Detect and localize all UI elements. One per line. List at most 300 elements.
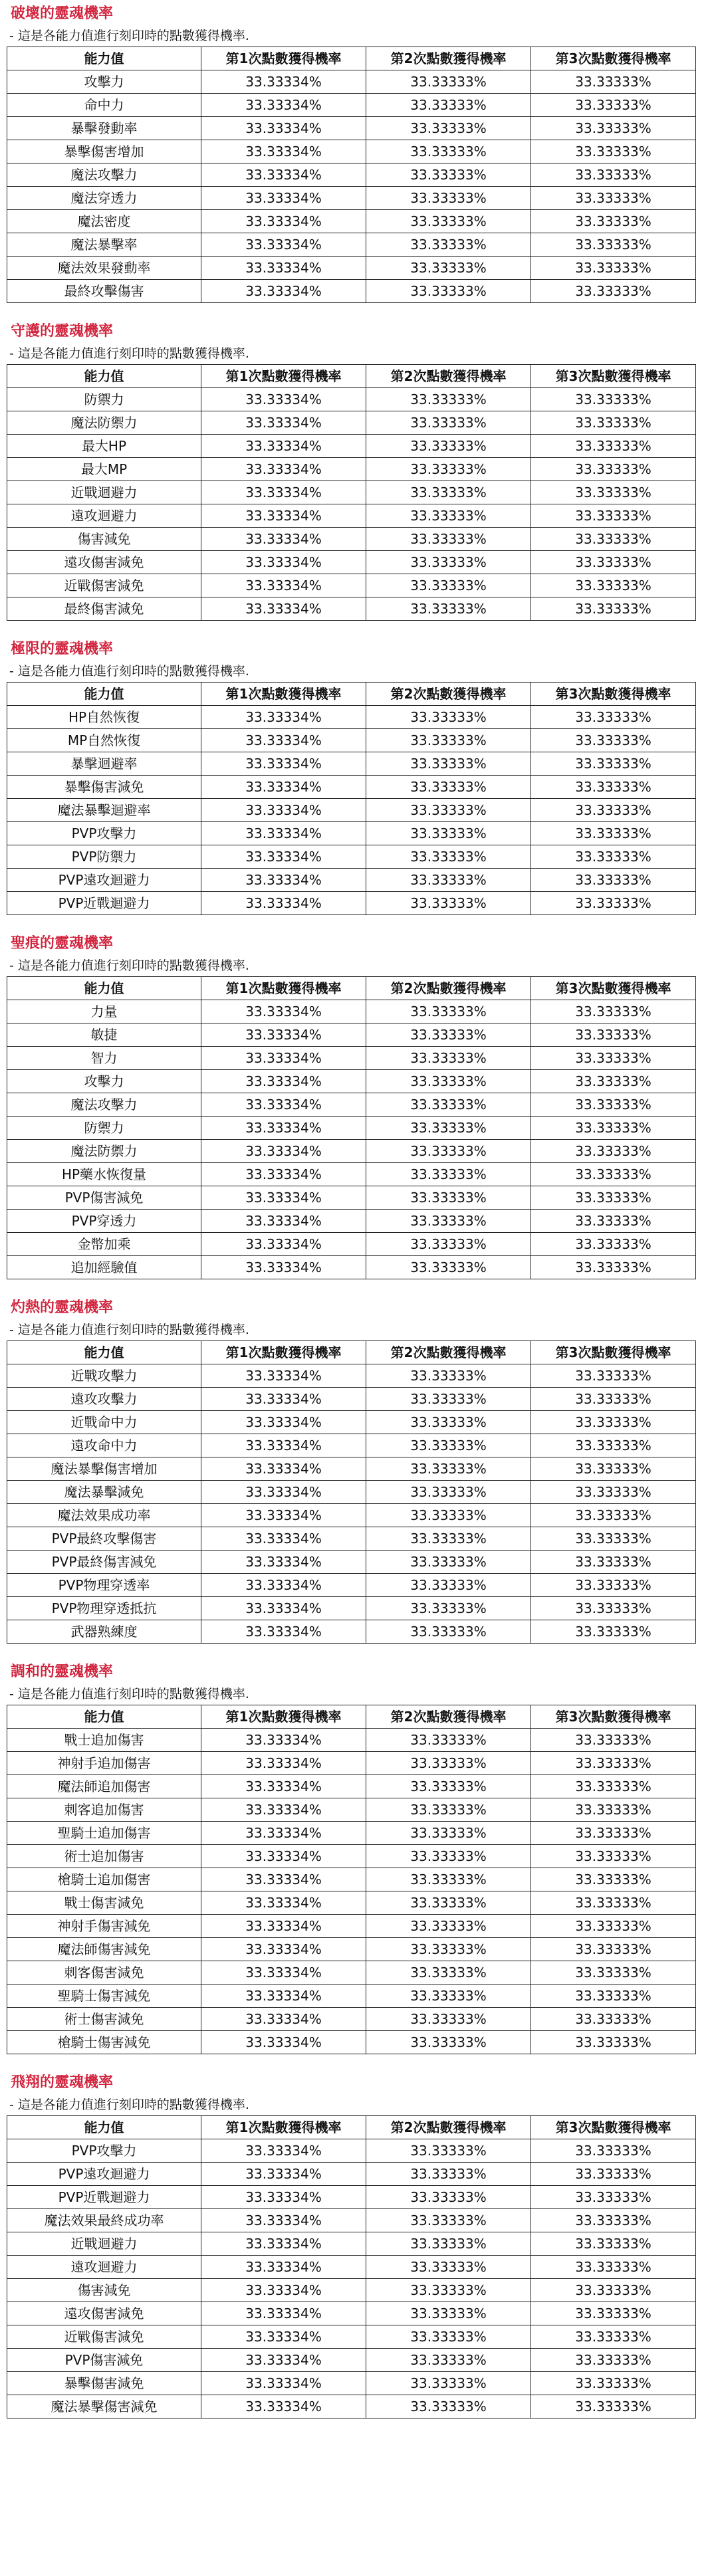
column-header-chance-3: 第3次點數獲得機率 [531,1705,696,1729]
chance-cell-1: 33.33334% [201,1527,366,1551]
chance-cell-1: 33.33334% [201,1140,366,1163]
chance-cell-2: 33.33333% [366,551,531,574]
chance-cell-2: 33.33333% [366,1117,531,1140]
table-row [7,163,696,187]
chance-cell-1: 33.33334% [201,1752,366,1775]
table-row [7,2232,696,2256]
chance-cell-1: 33.33334% [201,1845,366,1868]
table-row [7,187,696,210]
rate-section [7,2073,703,2418]
stat-name-cell: 聖騎士追加傷害 [7,1822,201,1845]
chance-cell-3: 33.33333% [531,1047,696,1070]
table-row [7,822,696,845]
table-row [7,729,696,752]
chance-cell-2: 33.33333% [366,140,531,163]
table-row [7,869,696,892]
table-row [7,1047,696,1070]
chance-cell-2: 33.33333% [366,1070,531,1093]
probability-table [7,1705,696,2054]
chance-cell-2: 33.33333% [366,869,531,892]
chance-cell-1: 33.33334% [201,504,366,528]
chance-cell-2: 33.33333% [366,892,531,915]
chance-cell-2: 33.33333% [366,1620,531,1644]
table-row [7,117,696,140]
chance-cell-3: 33.33333% [531,257,696,280]
stat-name-cell: 暴擊發動率 [7,117,201,140]
stat-name-cell: PVP遠攻迴避力 [7,2163,201,2186]
stat-name-cell: 術士追加傷害 [7,1845,201,1868]
chance-cell-2: 33.33333% [366,1481,531,1504]
chance-cell-2: 33.33333% [366,411,531,435]
stat-name-cell: 魔法暴擊減免 [7,1481,201,1504]
chance-cell-3: 33.33333% [531,1597,696,1620]
stat-name-cell: 術士傷害減免 [7,2008,201,2031]
stat-name-cell: 遠攻傷害減免 [7,2302,201,2325]
table-row [7,1938,696,1961]
chance-cell-3: 33.33333% [531,70,696,94]
chance-cell-1: 33.33334% [201,2031,366,2054]
chance-cell-1: 33.33334% [201,1023,366,1047]
table-row [7,597,696,621]
column-header-chance-1: 第1次點數獲得機率 [201,365,366,388]
chance-cell-2: 33.33333% [366,2008,531,2031]
section-title: 灼熱的靈魂機率 [11,1299,114,1316]
table-row [7,481,696,504]
chance-cell-3: 33.33333% [531,1822,696,1845]
chance-cell-2: 33.33333% [366,1210,531,1233]
chance-cell-3: 33.33333% [531,1729,696,1752]
chance-cell-1: 33.33334% [201,1868,366,1891]
chance-cell-1: 33.33334% [201,1093,366,1117]
chance-cell-1: 33.33334% [201,2302,366,2325]
chance-cell-3: 33.33333% [531,574,696,597]
chance-cell-2: 33.33333% [366,481,531,504]
section-title: 極限的靈魂機率 [11,641,114,657]
chance-cell-3: 33.33333% [531,822,696,845]
column-header-stat: 能力值 [7,47,201,70]
chance-cell-2: 33.33333% [366,1504,531,1527]
table-row [7,1961,696,1985]
table-row [7,435,696,458]
chance-cell-3: 33.33333% [531,869,696,892]
chance-cell-2: 33.33333% [366,776,531,799]
chance-cell-3: 33.33333% [531,1434,696,1457]
chance-cell-3: 33.33333% [531,1457,696,1481]
table-row [7,2325,696,2349]
chance-cell-1: 33.33334% [201,1961,366,1985]
chance-cell-3: 33.33333% [531,2209,696,2232]
chance-cell-1: 33.33334% [201,117,366,140]
table-row [7,1891,696,1915]
table-row [7,1411,696,1434]
stat-name-cell: 戰士追加傷害 [7,1729,201,1752]
chance-cell-2: 33.33333% [366,163,531,187]
chance-cell-3: 33.33333% [531,2279,696,2302]
chance-cell-1: 33.33334% [201,70,366,94]
stat-name-cell: 遠攻攻擊力 [7,1388,201,1411]
stat-name-cell: MP自然恢復 [7,729,201,752]
rate-section [7,4,703,303]
table-row [7,776,696,799]
chance-cell-2: 33.33333% [366,1047,531,1070]
table-row [7,458,696,481]
table-row [7,1574,696,1597]
chance-cell-1: 33.33334% [201,597,366,621]
table-row [7,706,696,729]
table-row [7,94,696,117]
table-row [7,210,696,233]
chance-cell-1: 33.33334% [201,2372,366,2395]
chance-cell-2: 33.33333% [366,458,531,481]
chance-cell-3: 33.33333% [531,1000,696,1023]
table-row [7,1915,696,1938]
chance-cell-1: 33.33334% [201,1163,366,1186]
column-header-chance-2: 第2次點數獲得機率 [366,47,531,70]
table-row [7,1093,696,1117]
probability-table [7,47,696,303]
chance-cell-3: 33.33333% [531,597,696,621]
chance-cell-3: 33.33333% [531,1023,696,1047]
chance-cell-2: 33.33333% [366,504,531,528]
table-header-row [7,683,696,706]
column-header-chance-1: 第1次點數獲得機率 [201,683,366,706]
table-row [7,752,696,776]
table-row [7,257,696,280]
table-row [7,1504,696,1527]
stat-name-cell: 魔法暴擊率 [7,233,201,257]
chance-cell-1: 33.33334% [201,1457,366,1481]
chance-cell-3: 33.33333% [531,1070,696,1093]
table-row [7,2031,696,2054]
chance-cell-3: 33.33333% [531,1961,696,1985]
chance-cell-1: 33.33334% [201,2349,366,2372]
section-description: - 這是各能力值進行刻印時的點數獲得機率. [9,346,249,361]
stat-name-cell: 暴擊傷害減免 [7,2372,201,2395]
chance-cell-2: 33.33333% [366,1938,531,1961]
chance-cell-3: 33.33333% [531,1481,696,1504]
stat-name-cell: 近戰迴避力 [7,2232,201,2256]
section-title: 聖痕的靈魂機率 [11,935,114,952]
table-row [7,1163,696,1186]
rate-section [7,639,703,915]
table-row [7,1985,696,2008]
stat-name-cell: PVP攻擊力 [7,822,201,845]
chance-cell-1: 33.33334% [201,1388,366,1411]
table-row [7,2372,696,2395]
chance-cell-3: 33.33333% [531,729,696,752]
chance-cell-2: 33.33333% [366,1775,531,1798]
chance-cell-1: 33.33334% [201,2209,366,2232]
chance-cell-1: 33.33334% [201,481,366,504]
chance-cell-1: 33.33334% [201,1000,366,1023]
column-header-chance-2: 第2次點數獲得機率 [366,1341,531,1364]
stat-name-cell: HP藥水恢復量 [7,1163,201,1186]
column-header-chance-3: 第3次點數獲得機率 [531,683,696,706]
chance-cell-2: 33.33333% [366,1457,531,1481]
chance-cell-3: 33.33333% [531,117,696,140]
chance-cell-1: 33.33334% [201,2232,366,2256]
chance-cell-2: 33.33333% [366,822,531,845]
chance-cell-3: 33.33333% [531,504,696,528]
stat-name-cell: PVP最終傷害減免 [7,1551,201,1574]
chance-cell-2: 33.33333% [366,1023,531,1047]
chance-cell-3: 33.33333% [531,1186,696,1210]
chance-cell-1: 33.33334% [201,2395,366,2418]
chance-cell-1: 33.33334% [201,257,366,280]
chance-cell-2: 33.33333% [366,2232,531,2256]
stat-name-cell: 智力 [7,1047,201,1070]
column-header-chance-2: 第2次點數獲得機率 [366,1705,531,1729]
table-row [7,2209,696,2232]
table-row [7,504,696,528]
table-row [7,1620,696,1644]
chance-cell-3: 33.33333% [531,2186,696,2209]
stat-name-cell: 聖騎士傷害減免 [7,1985,201,2008]
chance-cell-2: 33.33333% [366,1000,531,1023]
chance-cell-3: 33.33333% [531,892,696,915]
stat-name-cell: 遠攻迴避力 [7,2256,201,2279]
column-header-chance-1: 第1次點數獲得機率 [201,47,366,70]
chance-cell-2: 33.33333% [366,388,531,411]
section-description: - 這是各能力值進行刻印時的點數獲得機率. [9,958,249,973]
stat-name-cell: 近戰傷害減免 [7,2325,201,2349]
table-row [7,892,696,915]
table-row [7,1481,696,1504]
chance-cell-3: 33.33333% [531,799,696,822]
column-header-chance-2: 第2次點數獲得機率 [366,365,531,388]
table-row [7,1868,696,1891]
stat-name-cell: 防禦力 [7,1117,201,1140]
chance-cell-2: 33.33333% [366,1891,531,1915]
chance-cell-2: 33.33333% [366,2209,531,2232]
chance-cell-2: 33.33333% [366,597,531,621]
stat-name-cell: PVP防禦力 [7,845,201,869]
table-row [7,1798,696,1822]
chance-cell-3: 33.33333% [531,1117,696,1140]
chance-cell-1: 33.33334% [201,1256,366,1279]
table-row [7,1233,696,1256]
stat-name-cell: 遠攻迴避力 [7,504,201,528]
table-row [7,1186,696,1210]
chance-cell-3: 33.33333% [531,1938,696,1961]
chance-cell-3: 33.33333% [531,2163,696,2186]
chance-cell-3: 33.33333% [531,1527,696,1551]
chance-cell-2: 33.33333% [366,1574,531,1597]
table-header-row [7,1705,696,1729]
chance-cell-1: 33.33334% [201,1915,366,1938]
stat-name-cell: 傷害減免 [7,528,201,551]
chance-cell-2: 33.33333% [366,280,531,303]
chance-cell-1: 33.33334% [201,2186,366,2209]
stat-name-cell: PVP傷害減免 [7,1186,201,1210]
table-row [7,551,696,574]
chance-cell-2: 33.33333% [366,187,531,210]
rate-section [7,1298,703,1644]
column-header-chance-2: 第2次點數獲得機率 [366,683,531,706]
chance-cell-2: 33.33333% [366,2256,531,2279]
stat-name-cell: 追加經驗值 [7,1256,201,1279]
table-row [7,2256,696,2279]
stat-name-cell: 魔法效果成功率 [7,1504,201,1527]
chance-cell-3: 33.33333% [531,2139,696,2163]
stat-name-cell: PVP遠攻迴避力 [7,869,201,892]
chance-cell-2: 33.33333% [366,752,531,776]
chance-cell-3: 33.33333% [531,1798,696,1822]
chance-cell-3: 33.33333% [531,458,696,481]
chance-cell-1: 33.33334% [201,2163,366,2186]
table-row [7,1551,696,1574]
stat-name-cell: 魔法密度 [7,210,201,233]
table-row [7,528,696,551]
stat-name-cell: 最終傷害減免 [7,597,201,621]
chance-cell-3: 33.33333% [531,1985,696,2008]
table-row [7,411,696,435]
table-header-row [7,2116,696,2139]
chance-cell-3: 33.33333% [531,776,696,799]
chance-cell-1: 33.33334% [201,1551,366,1574]
chance-cell-3: 33.33333% [531,1504,696,1527]
column-header-chance-1: 第1次點數獲得機率 [201,977,366,1000]
column-header-stat: 能力值 [7,365,201,388]
table-row [7,233,696,257]
column-header-chance-1: 第1次點數獲得機率 [201,1705,366,1729]
chance-cell-3: 33.33333% [531,481,696,504]
chance-cell-3: 33.33333% [531,1915,696,1938]
chance-cell-2: 33.33333% [366,2279,531,2302]
stat-name-cell: HP自然恢復 [7,706,201,729]
chance-cell-1: 33.33334% [201,280,366,303]
chance-cell-1: 33.33334% [201,1775,366,1798]
chance-cell-1: 33.33334% [201,2279,366,2302]
chance-cell-1: 33.33334% [201,388,366,411]
stat-name-cell: 魔法暴擊迴避率 [7,799,201,822]
chance-cell-3: 33.33333% [531,551,696,574]
stat-name-cell: 近戰攻擊力 [7,1364,201,1388]
stat-name-cell: 最終攻擊傷害 [7,280,201,303]
column-header-chance-3: 第3次點數獲得機率 [531,47,696,70]
chance-cell-2: 33.33333% [366,2163,531,2186]
chance-cell-3: 33.33333% [531,2302,696,2325]
chance-cell-2: 33.33333% [366,1868,531,1891]
chance-cell-3: 33.33333% [531,2349,696,2372]
table-header-row [7,365,696,388]
chance-cell-3: 33.33333% [531,1256,696,1279]
chance-cell-2: 33.33333% [366,2139,531,2163]
probability-table [7,364,696,621]
column-header-chance-1: 第1次點數獲得機率 [201,1341,366,1364]
table-row [7,1729,696,1752]
chance-cell-1: 33.33334% [201,187,366,210]
table-row [7,2186,696,2209]
chance-cell-1: 33.33334% [201,1729,366,1752]
stat-name-cell: 刺客傷害減免 [7,1961,201,1985]
chance-cell-2: 33.33333% [366,117,531,140]
chance-cell-1: 33.33334% [201,435,366,458]
table-row [7,2008,696,2031]
chance-cell-2: 33.33333% [366,1752,531,1775]
chance-cell-1: 33.33334% [201,458,366,481]
stat-name-cell: 魔法防禦力 [7,1140,201,1163]
chance-cell-1: 33.33334% [201,210,366,233]
chance-cell-3: 33.33333% [531,210,696,233]
chance-cell-3: 33.33333% [531,388,696,411]
chance-cell-3: 33.33333% [531,1551,696,1574]
section-title: 守護的靈魂機率 [11,323,114,340]
table-row [7,1845,696,1868]
stat-name-cell: 神射手追加傷害 [7,1752,201,1775]
chance-cell-1: 33.33334% [201,1938,366,1961]
section-description: - 這是各能力值進行刻印時的點數獲得機率. [9,2097,249,2112]
chance-cell-1: 33.33334% [201,528,366,551]
column-header-stat: 能力值 [7,977,201,1000]
column-header-chance-3: 第3次點數獲得機率 [531,977,696,1000]
chance-cell-3: 33.33333% [531,1775,696,1798]
chance-cell-1: 33.33334% [201,1798,366,1822]
table-row [7,799,696,822]
table-row [7,1527,696,1551]
table-row [7,388,696,411]
table-row [7,2163,696,2186]
stat-name-cell: PVP物理穿透抵抗 [7,1597,201,1620]
chance-cell-2: 33.33333% [366,1364,531,1388]
chance-cell-1: 33.33334% [201,799,366,822]
stat-name-cell: 神射手傷害減免 [7,1915,201,1938]
table-row [7,1256,696,1279]
chance-cell-3: 33.33333% [531,706,696,729]
table-row [7,574,696,597]
table-row [7,1140,696,1163]
stat-name-cell: 武器熟練度 [7,1620,201,1644]
chance-cell-1: 33.33334% [201,892,366,915]
table-row [7,1210,696,1233]
section-title: 飛翔的靈魂機率 [11,2074,114,2091]
chance-cell-2: 33.33333% [366,2302,531,2325]
chance-cell-3: 33.33333% [531,2372,696,2395]
table-row [7,1023,696,1047]
chance-cell-1: 33.33334% [201,1411,366,1434]
chance-cell-2: 33.33333% [366,1163,531,1186]
chance-cell-2: 33.33333% [366,1411,531,1434]
chance-cell-3: 33.33333% [531,1140,696,1163]
stat-name-cell: 近戰迴避力 [7,481,201,504]
table-row [7,1070,696,1093]
column-header-chance-2: 第2次點數獲得機率 [366,977,531,1000]
column-header-chance-3: 第3次點數獲得機率 [531,2116,696,2139]
column-header-stat: 能力值 [7,1705,201,1729]
chance-cell-3: 33.33333% [531,1364,696,1388]
chance-cell-2: 33.33333% [366,574,531,597]
chance-cell-3: 33.33333% [531,1093,696,1117]
probability-table [7,682,696,915]
rate-section [7,322,703,621]
chance-cell-3: 33.33333% [531,1210,696,1233]
column-header-chance-3: 第3次點數獲得機率 [531,365,696,388]
stat-name-cell: 魔法攻擊力 [7,1093,201,1117]
chance-cell-2: 33.33333% [366,1729,531,1752]
chance-cell-1: 33.33334% [201,2325,366,2349]
chance-cell-2: 33.33333% [366,1961,531,1985]
stat-name-cell: 遠攻傷害減免 [7,551,201,574]
chance-cell-1: 33.33334% [201,1070,366,1093]
chance-cell-2: 33.33333% [366,1845,531,1868]
stat-name-cell: 遠攻命中力 [7,1434,201,1457]
table-row [7,2139,696,2163]
chance-cell-1: 33.33334% [201,1574,366,1597]
chance-cell-1: 33.33334% [201,140,366,163]
probability-table [7,2115,696,2418]
stat-name-cell: 力量 [7,1000,201,1023]
column-header-stat: 能力值 [7,683,201,706]
